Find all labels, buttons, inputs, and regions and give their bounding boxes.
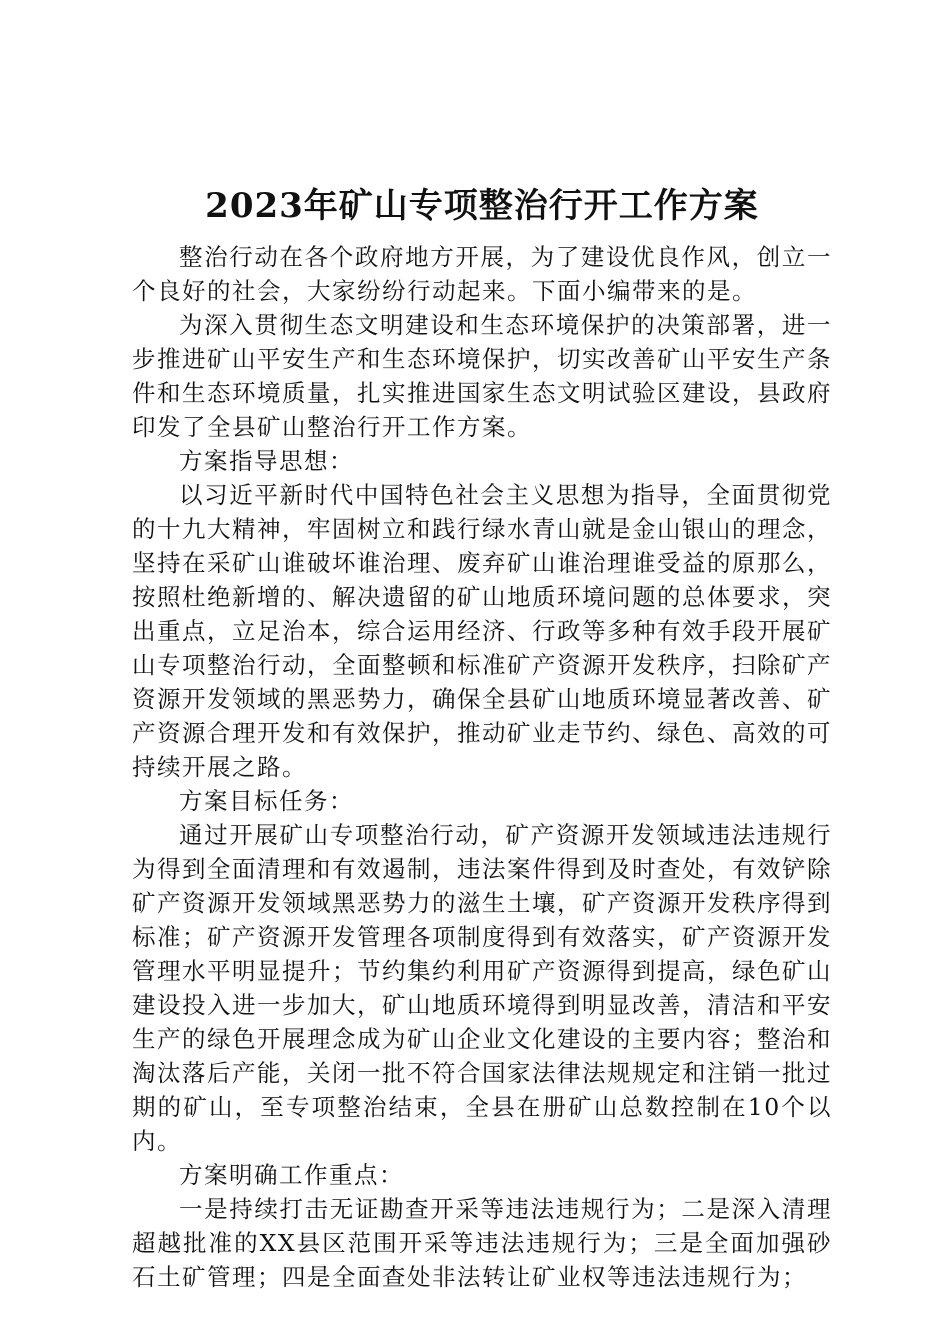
paragraph-objectives: 通过开展矿山专项整治行动，矿产资源开发领域违法违规行为得到全面清理和有效遏制，违法案件得到及时查处，有效铲除矿产资源开发领域黑恶势力的滋生土壤，矿产资源开发秩序得到标准；矿产资源开发管理各项制度得到有效落实，矿产资源开发管理水平明显提升；节约集约利用矿产资源得到提高，绿色矿山建设投入进一步加大，矿山地质环境得到明显改善，清洁和平安生产的绿色开展理念成为矿山企业文化建设的主要内容；整治和淘汰落后产能，关闭一批不符合国家法律法规规定和注销一批过期的矿山，至专项整治结束，全县在册矿山总数控制在10个以内。 — [132, 821, 832, 1155]
section-heading-guiding-ideology: 方案指导思想： — [179, 447, 354, 475]
paragraph-guiding-ideology: 以习近平新时代中国特色社会主义思想为指导，全面贯彻党的十九大精神，牢固树立和践行绿水青山就是金山银山的理念，坚持在采矿山谁破坏谁治理、废弃矿山谁治理谁受益的原那么，按照杜绝新增的、解决遗留的矿山地质环境问题的总体要求，突出重点，立足治本，综合运用经济、行政等多种有效手段开展矿山专项整治行动，全面整顿和标准矿产资源开发秩序，扫除矿产资源开发领域的黑恶势力，确保全县矿山地质环境显著改善、矿产资源合理开发和有效保护，推动矿业走节约、绿色、高效的可持续开展之路。 — [132, 481, 832, 781]
paragraph-intro: 整治行动在各个政府地方开展，为了建设优良作风，创立一个良好的社会，大家纷纷行动起来。下面小编带来的是。 — [132, 243, 832, 305]
paragraph-work-focus: 一是持续打击无证勘查开采等违法违规行为；二是深入清理超越批准的XX县区范围开采等违法违规行为；三是全面加强砂石土矿管理；四是全面查处非法转让矿业权等违法违规行为； — [132, 1195, 832, 1291]
section-heading-work-focus: 方案明确工作重点： — [179, 1161, 404, 1189]
document-title: 2023年矿山专项整治行开工作方案 — [205, 186, 759, 226]
paragraph-background: 为深入贯彻生态文明建设和生态环境保护的决策部署，进一步推进矿山平安生产和生态环境保护，切实改善矿山平安生产条件和生态环境质量，扎实推进国家生态文明试验区建设，县政府印发了全县矿山整治行开工作方案。 — [132, 311, 832, 441]
section-heading-objectives: 方案目标任务： — [179, 787, 354, 815]
